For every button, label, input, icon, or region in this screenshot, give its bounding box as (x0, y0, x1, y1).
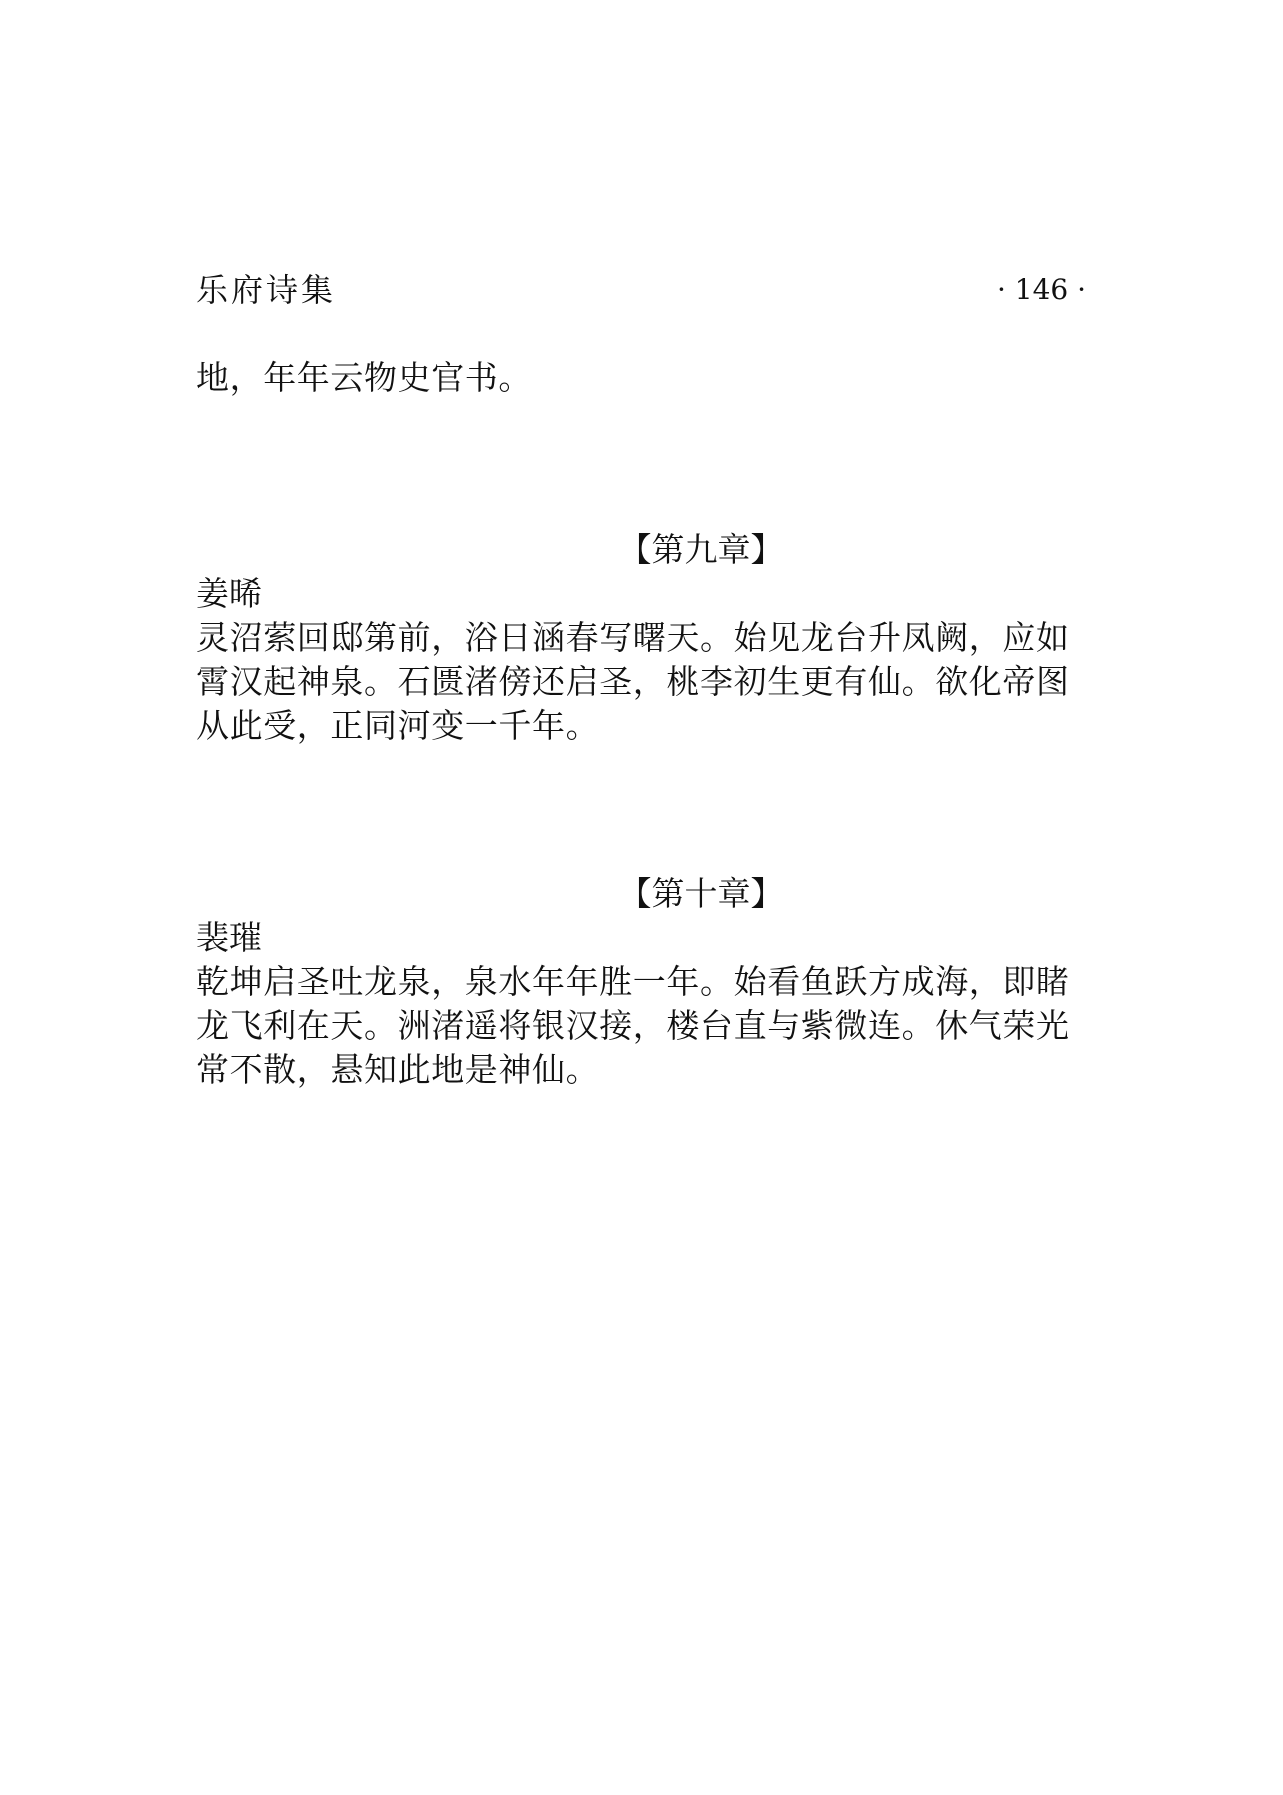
chapter-heading: 【第十章】 (618, 874, 784, 913)
author-name: 裴璀 (196, 918, 262, 957)
poem-text: 灵沼萦回邸第前，浴日涵春写曙天。始见龙台升凤阙，应如霄汉起神泉。石匮渚傍还启圣，桃李初生更有仙。欲化帝图从此受，正同河变一千年。 (196, 618, 1070, 745)
chapter-heading: 【第九章】 (618, 530, 784, 569)
chapter-section (196, 528, 1086, 748)
author-name: 姜晞 (196, 574, 262, 613)
book-title: 乐府诗集 (196, 271, 337, 309)
page-number: · 146 · (996, 273, 1086, 306)
chapter-section (196, 872, 1086, 1092)
poem-text: 乾坤启圣吐龙泉，泉水年年胜一年。始看鱼跃方成海，即睹龙飞利在天。洲渚遥将银汉接，楼台直与紫微连。休气荣光常不散，悬知此地是神仙。 (196, 962, 1070, 1089)
continuation-text: 地，年年云物史官书。 (196, 358, 532, 397)
running-header (196, 268, 1086, 312)
